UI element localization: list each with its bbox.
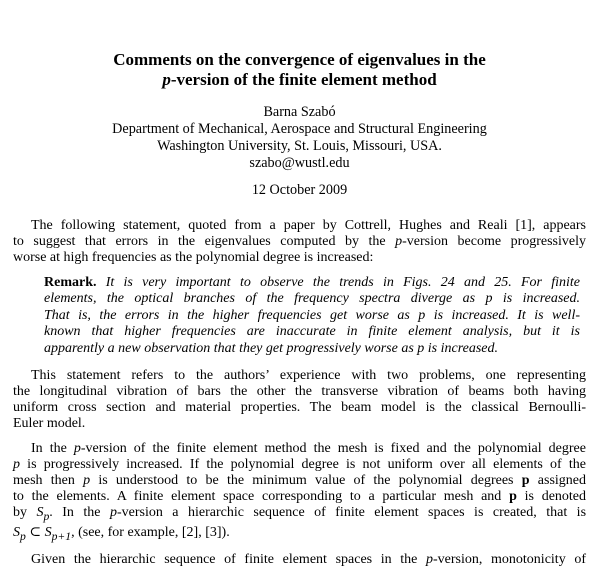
text-span: -version become progressively	[402, 234, 586, 249]
remark-line-4: known that higher frequencies are inaccurate in finite element analysis, but it is	[44, 324, 580, 340]
space-symbol: S	[44, 524, 52, 540]
subscript: p	[20, 529, 26, 543]
p-symbol: p	[109, 505, 117, 521]
text-span: In the	[31, 441, 74, 457]
remark-label: Remark.	[44, 275, 97, 290]
paragraph-2-line-3: uniform cross section and material properties. The beam model is the classical Bernoulli-	[13, 400, 586, 416]
paragraph-4-line-1	[13, 552, 586, 568]
title-line-2-text: -version of the finite element method	[170, 70, 437, 89]
paragraph-3-line-1	[13, 441, 586, 457]
text-span: -version a hierarchic sequence of finite element spaces is created, that is	[116, 505, 587, 521]
paragraph-2-line-4: Euler model.	[13, 416, 86, 432]
paragraph-3-line-2	[13, 457, 586, 473]
paragraph-3-line-3	[13, 473, 586, 489]
paragraph-4	[13, 552, 586, 568]
author-email: szabo@wustl.edu	[249, 155, 350, 171]
text-span: -version, monotonicity of	[433, 551, 586, 567]
remark-line-5: apparently a new observation that they get progressively worse as p is increased.	[44, 340, 499, 356]
paragraph-1-line-2	[13, 234, 586, 250]
p-symbol: p	[13, 457, 20, 473]
paragraph-1-line-3: worse at high frequencies as the polynomial degree is increased:	[13, 250, 374, 265]
paragraph-3-line-5	[13, 505, 586, 525]
subscript: p	[43, 509, 50, 523]
text-span: . In the	[49, 505, 110, 521]
paragraph-2-line-1: This statement refers to the authors’ experience with two problems, one representing	[31, 368, 586, 384]
text-span: It is very important to observe the trends in Figs. 24 and 25. For finite	[96, 275, 580, 290]
text-span: is progressively increased. If the polynomial degree is not uniform over all elements of the	[20, 457, 586, 473]
text-span: by	[13, 505, 37, 521]
author-name: Barna Szabó	[263, 104, 336, 120]
text-span: assigned	[529, 473, 586, 489]
p-symbol: p	[83, 473, 91, 489]
paper-title	[13, 0, 586, 90]
bold-p-symbol: p	[509, 489, 517, 505]
text-span: , (see, for example, [2], [3]).	[71, 524, 230, 540]
paper-date: 12 October 2009	[251, 182, 348, 198]
remark-quote	[44, 275, 580, 357]
text-span: -version of the finite element method the mesh is fixed and the polynomial degree	[80, 441, 586, 457]
title-line-2	[13, 70, 586, 90]
author-institution: Washington University, St. Louis, Missouri, USA.	[157, 138, 442, 154]
paragraph-3-line-6	[13, 525, 586, 545]
text-span: is understood to be the minimum value of the polynomial degrees	[90, 473, 522, 489]
remark-line-2: elements, the optical branches of the frequency spectra diverge as p is increased.	[44, 291, 580, 307]
author-block	[13, 104, 586, 172]
text-span: mesh then	[13, 473, 84, 489]
text-span: to the elements. A finite element space corresponding to a particular mesh and	[13, 489, 510, 505]
author-department: Department of Mechanical, Aerospace and Structural Engineering	[112, 121, 487, 137]
bold-p-symbol: p	[521, 473, 530, 489]
subscript: p+1	[51, 529, 72, 543]
paragraph-3-line-4	[13, 489, 586, 505]
p-symbol: p	[395, 234, 403, 249]
remark-line-3: That is, the errors in the higher frequencies get worse as p is increased. It is well-	[44, 307, 580, 323]
subset-symbol: ⊂	[25, 524, 45, 540]
text-span: is denoted	[516, 489, 587, 505]
title-p-symbol: p	[162, 70, 171, 89]
text-span: Given the hierarchic sequence of finite element spaces in the	[31, 551, 427, 567]
space-symbol: S	[36, 505, 44, 521]
title-line-1: Comments on the convergence of eigenvalues in the	[113, 50, 486, 69]
text-span: to suggest that errors in the eigenvalues computed by the	[13, 234, 396, 249]
p-symbol: p	[73, 441, 81, 457]
paragraph-1-line-1: The following statement, quoted from a paper by Cottrell, Hughes and Reali [1], appears	[31, 218, 586, 233]
paragraph-3	[13, 441, 586, 545]
paragraph-2-line-2: the longitudinal vibration of bars the other the transverse vibration of beams both having	[13, 384, 586, 400]
paragraph-1	[13, 218, 586, 266]
remark-line-1	[44, 275, 580, 291]
p-symbol: p	[426, 551, 434, 567]
space-symbol: S	[13, 524, 20, 540]
paragraph-2	[13, 368, 586, 432]
